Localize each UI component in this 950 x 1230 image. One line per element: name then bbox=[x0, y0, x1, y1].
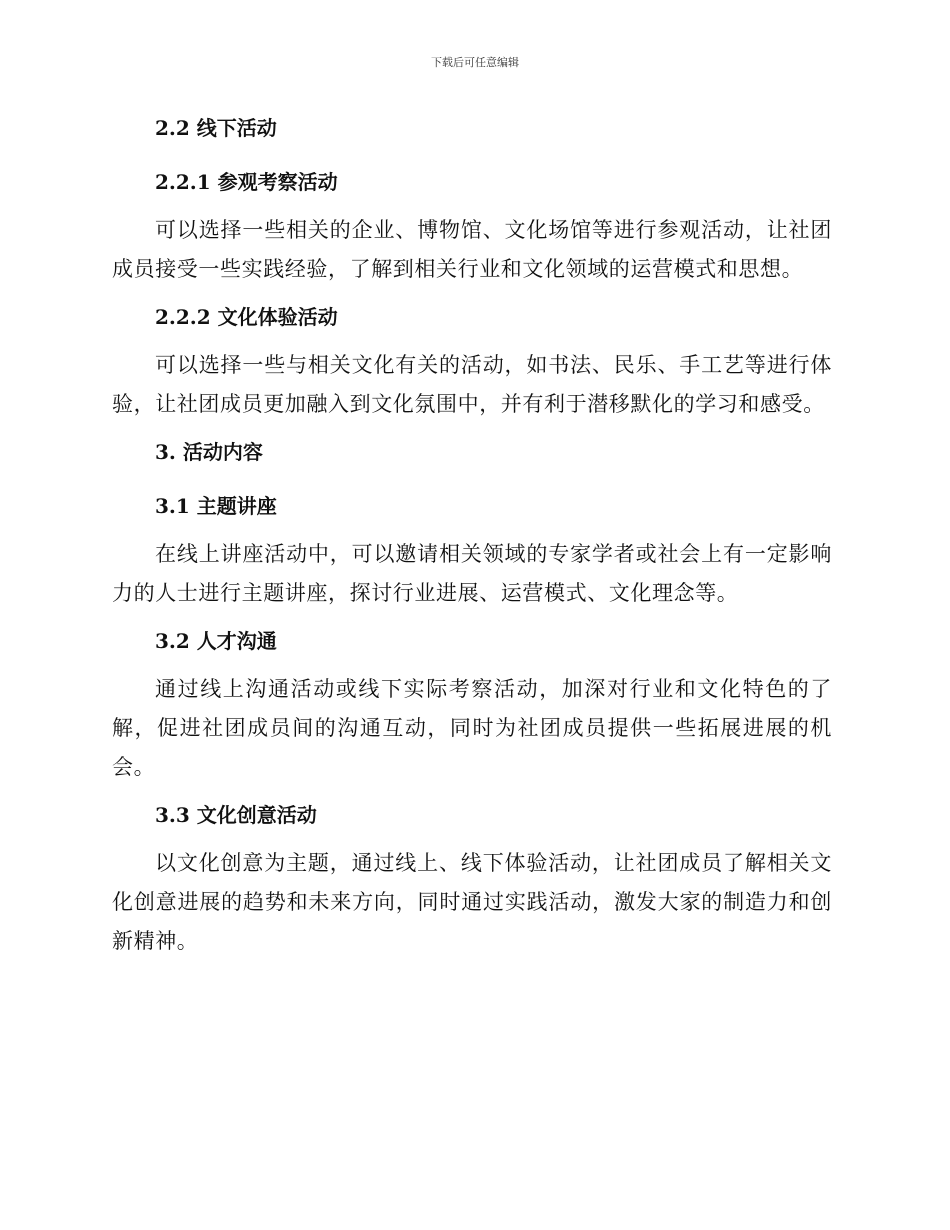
paragraph-cultural-creativity: 以文化创意为主题，通过线上、线下体验活动，让社团成员了解相关文化创意进展的趋势和未来方向，同时通过实践活动，激发大家的制造力和创新精神。 bbox=[112, 851, 832, 953]
paragraph-culture-experience: 可以选择一些与相关文化有关的活动，如书法、民乐、手工艺等进行体验，让社团成员更加融入到文化氛围中，并有利于潜移默化的学习和感受。 bbox=[112, 353, 832, 416]
section-heading-3-2: 3.2 人才沟通 bbox=[155, 629, 277, 653]
paragraph-theme-lecture: 在线上讲座活动中，可以邀请相关领域的专家学者或社会上有一定影响力的人士进行主题讲座，探讨行业进展、运营模式、文化理念等。 bbox=[112, 542, 832, 605]
paragraph-visit-activity: 可以选择一些相关的企业、博物馆、文化场馆等进行参观活动，让社团成员接受一些实践经验，了解到相关行业和文化领域的运营模式和思想。 bbox=[112, 218, 832, 281]
section-heading-3: 3. 活动内容 bbox=[155, 440, 263, 464]
paragraph-talent-communication: 通过线上沟通活动或线下实际考察活动，加深对行业和文化特色的了解，促进社团成员间的沟通互动，同时为社团成员提供一些拓展进展的机会。 bbox=[112, 677, 832, 779]
section-heading-2-2-2: 2.2.2 文化体验活动 bbox=[155, 305, 338, 329]
section-heading-2-2: 2.2 线下活动 bbox=[155, 116, 277, 140]
page-header: 下载后可任意编辑 bbox=[431, 56, 519, 69]
section-heading-3-1: 3.1 主题讲座 bbox=[155, 494, 277, 518]
section-heading-2-2-1: 2.2.1 参观考察活动 bbox=[155, 170, 338, 194]
section-heading-3-3: 3.3 文化创意活动 bbox=[155, 803, 317, 827]
document-body bbox=[112, 104, 832, 965]
